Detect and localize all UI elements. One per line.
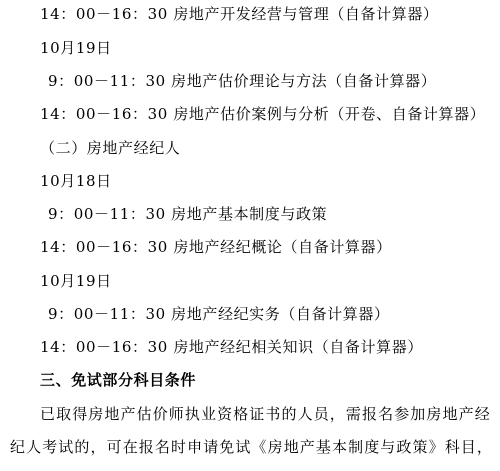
subsection-heading: （二）房地产经纪人 [40, 139, 181, 157]
date-line: 10月19日 [40, 39, 112, 57]
schedule-line: 9：00－11：30 房地产基本制度与政策 [48, 205, 328, 223]
schedule-line: 14：00－16：30 房地产开发经营与管理（自备计算器） [40, 5, 439, 23]
section-heading: 三、免试部分科目条件 [40, 371, 197, 389]
schedule-line: 9：00－11：30 房地产估价理论与方法（自备计算器） [48, 72, 437, 90]
date-line: 10月18日 [40, 172, 112, 190]
schedule-line: 14：00－16：30 房地产经纪概论（自备计算器） [40, 238, 392, 256]
schedule-line: 9：00－11：30 房地产经纪实务（自备计算器） [48, 305, 390, 323]
paragraph-line: 纪人考试的，可在报名时申请免试《房地产基本制度与政策》科目， [10, 438, 494, 456]
date-line: 10月19日 [40, 272, 112, 290]
schedule-line: 14：00－16：30 房地产经纪相关知识（自备计算器） [40, 338, 423, 356]
schedule-line: 14：00－16：30 房地产估价案例与分析（开卷、自备计算器） [40, 105, 486, 123]
paragraph-line: 已取得房地产估价师执业资格证书的人员，需报名参加房地产经 [40, 405, 491, 423]
